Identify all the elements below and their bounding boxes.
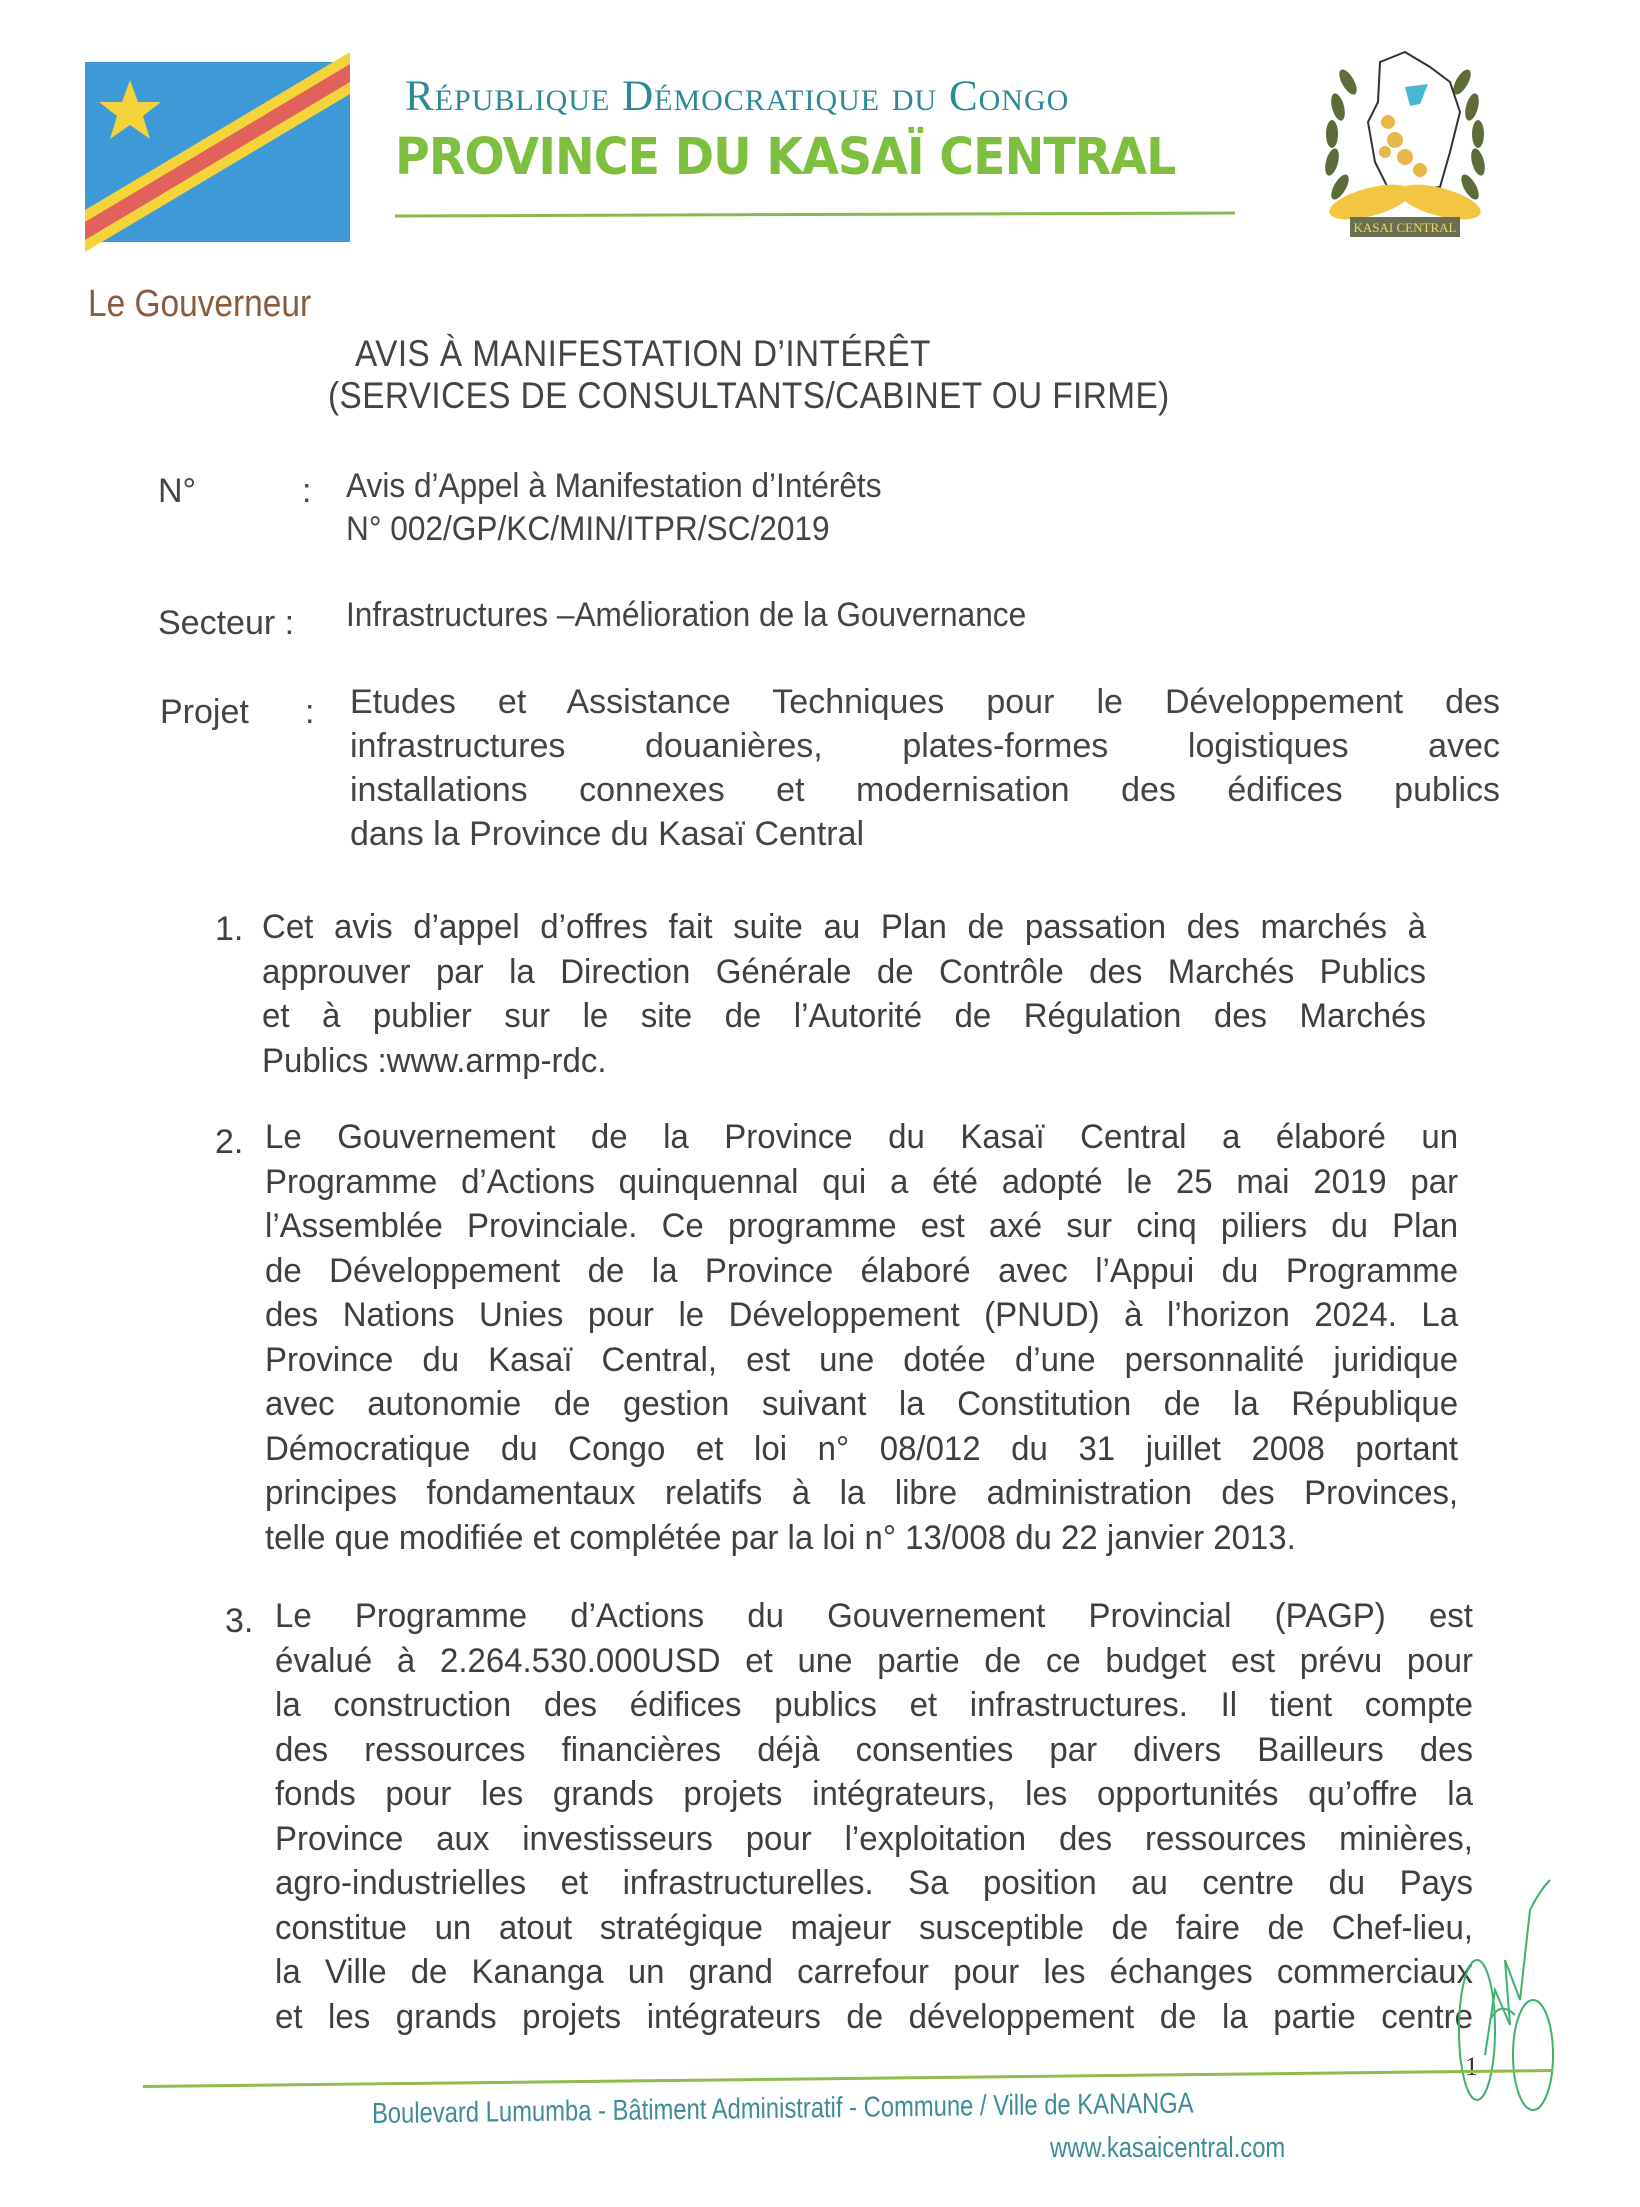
governor-office-label: Le Gouverneur (88, 283, 312, 325)
paragraph-line: la construction des édifices publics et infrastructures. Il tient compte (275, 1686, 1473, 1724)
paragraph-2 (265, 1115, 1458, 1560)
notice-reference-number: N° 002/GP/KC/MIN/ITPR/SC/2019 (346, 510, 830, 548)
number-colon: : (302, 472, 312, 510)
project-line: infrastructures douanières, plates-formes logistiques avec (350, 727, 1500, 765)
project-line: installations connexes et modernisation des édifices publics (350, 771, 1500, 809)
paragraph-line: Le Gouvernement de la Province du Kasaï Central a élaboré un (265, 1118, 1459, 1156)
project-line: Etudes et Assistance Techniques pour le Développement des (350, 683, 1500, 721)
emblem-banner-text: KASAI CENTRAL (1353, 220, 1457, 235)
paragraph-line: l’Assemblée Provinciale. Ce programme est axé sur cinq piliers du Plan (265, 1207, 1459, 1245)
paragraph-line: Cet avis d’appel d’offres fait suite au Plan de passation des marchés à (262, 908, 1426, 946)
paragraph-line: fonds pour les grands projets intégrateurs, les opportunités qu’offre la (275, 1775, 1473, 1813)
project-colon: : (305, 693, 315, 731)
paragraph-line: agro-industrielles et infrastructurelles. Sa position au centre du Pays (275, 1864, 1473, 1902)
paragraph-line: principes fondamentaux relatifs à la libre administration des Provinces, (265, 1474, 1459, 1512)
paragraph-number: 3. (225, 1602, 254, 1640)
project-line: dans la Province du Kasaï Central (350, 815, 865, 853)
page-number: 1 (1465, 2052, 1478, 2081)
footer-divider (143, 2069, 1553, 2088)
paragraph-line: avec autonomie de gestion suivant la Constitution de la République (265, 1385, 1459, 1423)
province-title: PROVINCE DU KASAÏ CENTRAL (395, 128, 1176, 187)
paragraph-line: des Nations Unies pour le Développement (PNUD) à l’horizon 2024. La (265, 1296, 1459, 1334)
number-label: N° (158, 472, 197, 510)
paragraph-3 (275, 1594, 1473, 2039)
paragraph-line: approuver par la Direction Générale de Contrôle des Marchés Publics (262, 952, 1426, 991)
project-description (350, 680, 1500, 856)
paragraph-line: des ressources financières déjà consenties par divers Bailleurs des (275, 1730, 1473, 1769)
project-label: Projet (160, 693, 249, 731)
paragraph-line: Publics :www.armp-rdc. (262, 1041, 607, 1080)
paragraph-line: la Ville de Kananga un grand carrefour pour les échanges commerciaux (275, 1953, 1473, 1991)
paragraph-line: Programme d’Actions quinquennal qui a été adopté le 25 mai 2019 par (265, 1162, 1459, 1201)
footer-website[interactable]: www.kasaicentral.com (1050, 2132, 1286, 2164)
paragraph-line: Démocratique du Congo et loi n° 08/012 du 31 juillet 2008 portant (265, 1429, 1459, 1468)
sector-label: Secteur : (158, 604, 295, 642)
paragraph-line: et les grands projets intégrateurs de développement de la partie centre (275, 1997, 1473, 2036)
paragraph-line: Province aux investisseurs pour l’exploitation des ressources minières, (275, 1819, 1473, 1858)
footer-address: Boulevard Lumumba - Bâtiment Administratif - Commune / Ville de KANANGA (371, 2087, 1194, 2130)
paragraph-line: telle que modifiée et complétée par la loi n° 13/008 du 22 janvier 2013. (265, 1518, 1296, 1557)
notice-subtitle: (SERVICES DE CONSULTANTS/CABINET OU FIRME) (328, 375, 1170, 416)
drc-flag-icon (85, 62, 350, 242)
paragraph-line: et à publier sur le site de l’Autorité de Régulation des Marchés (262, 997, 1426, 1035)
province-coat-of-arms-icon (1310, 22, 1500, 242)
paragraph-number: 1. (215, 910, 244, 948)
notice-title: AVIS À MANIFESTATION D’INTÉRÊT (355, 333, 931, 374)
paragraph-line: Le Programme d’Actions du Gouvernement Provincial (PAGP) est (275, 1597, 1473, 1635)
paragraph-line: Province du Kasaï Central, est une dotée d’une personnalité juridique (265, 1340, 1459, 1379)
sector-value: Infrastructures –Amélioration de la Gouvernance (346, 596, 1027, 634)
paragraph-1 (262, 905, 1426, 1083)
paragraph-line: évalué à 2.264.530.000USD et une partie de ce budget est prévu pour (275, 1641, 1473, 1680)
paragraph-number: 2. (215, 1123, 244, 1161)
header-divider (395, 212, 1235, 218)
paragraph-line: constitue un atout stratégique majeur susceptible de faire de Chef-lieu, (275, 1908, 1473, 1947)
republic-title: République Démocratique du Congo (405, 73, 1070, 120)
paragraph-line: de Développement de la Province élaboré avec l’Appui du Programme (265, 1251, 1459, 1290)
notice-reference-title: Avis d’Appel à Manifestation d’Intérêts (346, 467, 882, 505)
